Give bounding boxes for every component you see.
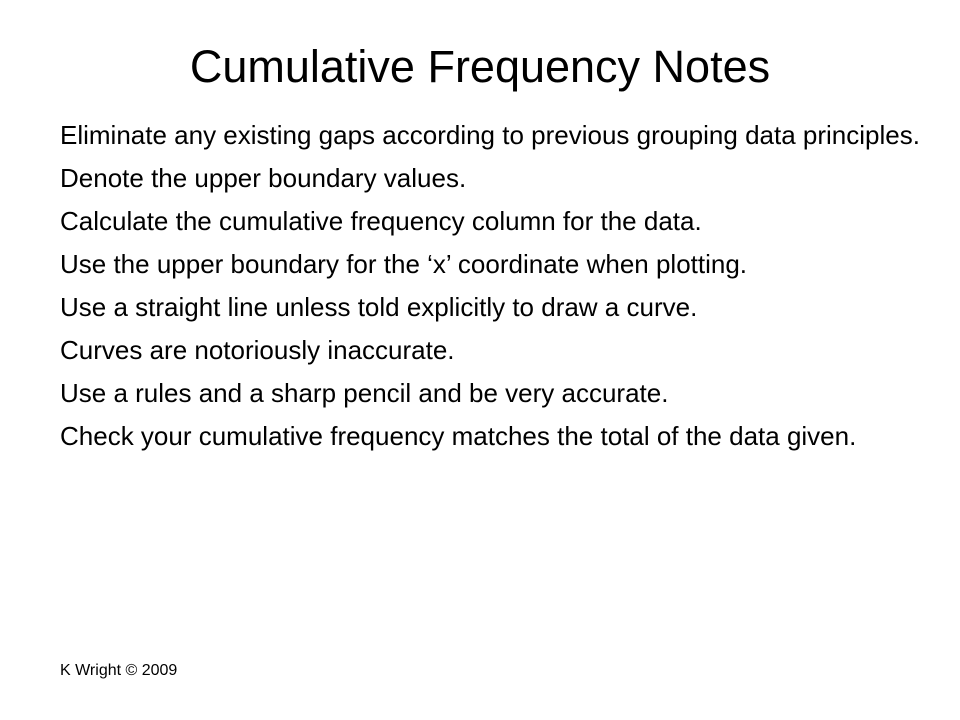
notes-list [60,118,920,462]
note-item: Calculate the cumulative frequency column for the data. [60,206,702,236]
note-item: Use the upper boundary for the ‘x’ coordinate when plotting. [60,249,748,279]
note-item: Curves are notoriously inaccurate. [60,335,455,365]
slide-title: Cumulative Frequency Notes [189,41,771,92]
note-item: Eliminate any existing gaps according to previous grouping data principles. [60,120,920,150]
footer-credit: K Wright © 2009 [60,662,178,679]
note-item: Denote the upper boundary values. [60,163,467,193]
note-item: Use a straight line unless told explicitly to draw a curve. [60,292,698,322]
note-item: Check your cumulative frequency matches the total of the data given. [60,421,857,451]
note-item: Use a rules and a sharp pencil and be very accurate. [60,378,669,408]
